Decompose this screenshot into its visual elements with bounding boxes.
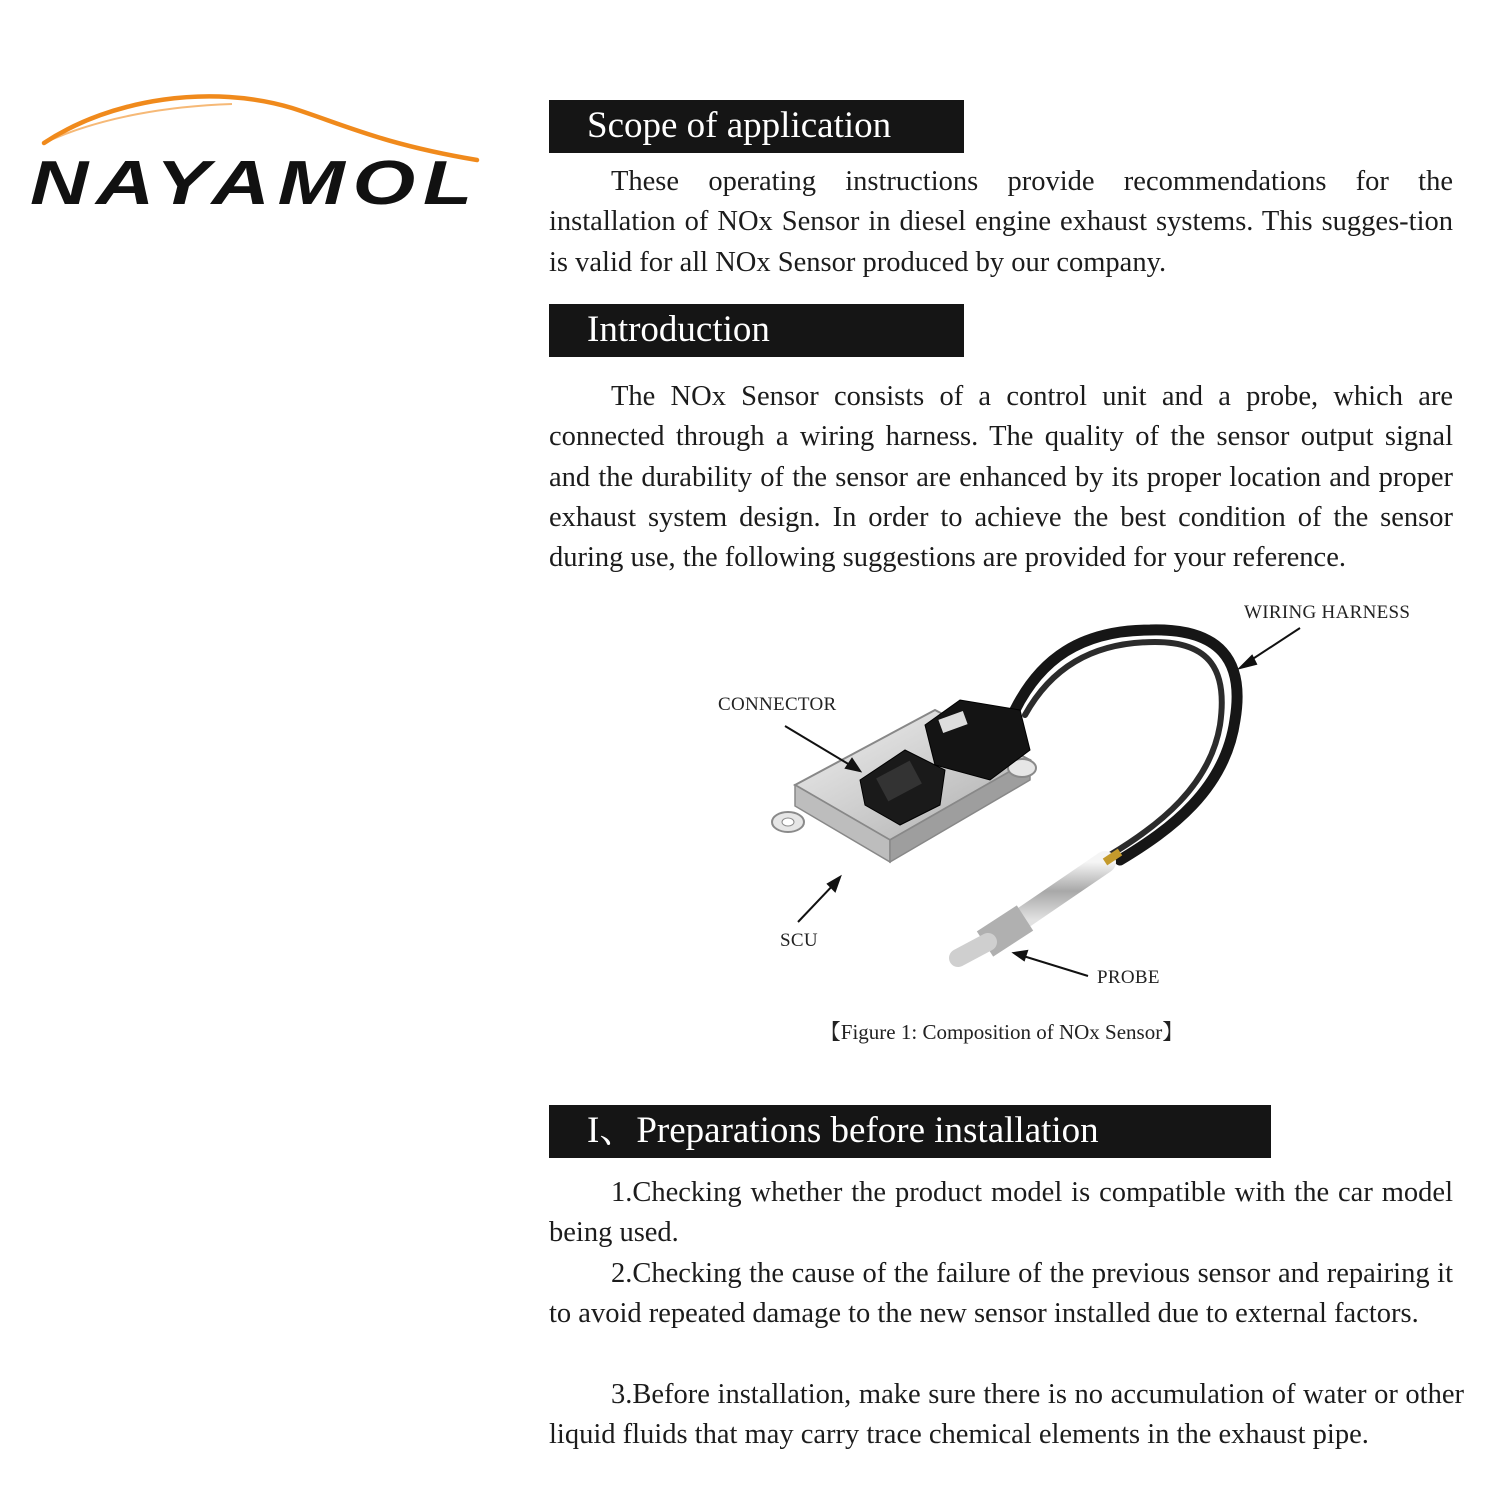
prep-heading-bar xyxy=(549,1105,1271,1158)
prep-item-2: 2.Checking the cause of the failure of the previous sensor and repairing it to avoid repeated damage to the new sensor installed due to external factors. xyxy=(549,1258,1453,1330)
label-connector: CONNECTOR xyxy=(718,694,837,715)
intro-heading-bar xyxy=(549,304,964,357)
prep-heading: I、Preparations before installation xyxy=(587,1110,1099,1151)
probe xyxy=(958,852,1120,958)
prep-item-3: 3.Before installation, make sure there is no accumulation of water or other liquid fluids that may carry trace chemical elements in the exhaust pipe. xyxy=(549,1379,1464,1451)
scope-body: These operating instructions provide recommendations for the installation of NOx Sensor in diesel engine exhaust systems. This sugges-tion is valid for all NOx Sensor produced by our company. xyxy=(549,166,1453,278)
figure-caption: 【Figure 1: Composition of NOx Sensor】 xyxy=(819,1020,1184,1044)
brand-name: NAYAMOL xyxy=(30,152,480,216)
brand-wordmark xyxy=(30,152,485,216)
nox-sensor-illustration xyxy=(700,600,1460,1020)
label-scu: SCU xyxy=(780,930,818,951)
label-wiring-harness: WIRING HARNESS xyxy=(1244,602,1411,623)
intro-heading: Introduction xyxy=(587,309,770,350)
scope-heading: Scope of application xyxy=(587,105,892,146)
brand-logo xyxy=(22,88,482,223)
prep-item-1: 1.Checking whether the product model is compatible with the car model being used. xyxy=(549,1177,1453,1249)
nox-sensor-figure xyxy=(700,600,1460,1020)
scope-heading-bar xyxy=(549,100,964,153)
label-probe: PROBE xyxy=(1097,967,1160,988)
intro-body: The NOx Sensor consists of a control unit and a probe, which are connected through a wiring harness. The quality of the sensor output signal and the durability of the sensor are enhanced by its proper location and proper exhaust system design. In order to achieve the best condition of the sensor during use, the following suggestions are provided for your reference. xyxy=(549,381,1453,574)
